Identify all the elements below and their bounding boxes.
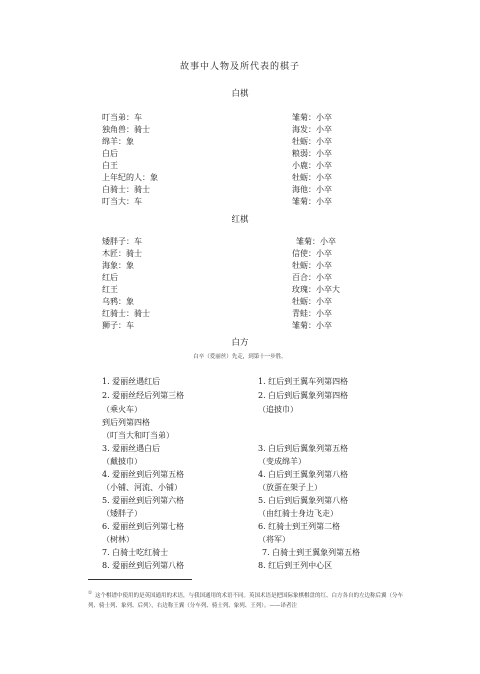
white-right-4: 小鹿：小卒: [292, 161, 332, 170]
red-left-4: 红王: [102, 285, 118, 294]
red-right-1: 信使：小卒: [292, 249, 332, 258]
move-left-5: 3. 爱丽丝遇白后: [102, 444, 161, 453]
white-left-2: 绵羊：象: [102, 137, 134, 146]
red-right-4: 玫瑰：小卒大: [292, 285, 340, 294]
move-left-2: （乘火车）: [102, 405, 142, 414]
move-right-2: （追披巾）: [258, 405, 298, 414]
red-left-6: 红骑士：骑士: [102, 309, 150, 318]
footnote-rule: [88, 579, 192, 580]
red-right-5: 牡蛎：小卒: [292, 297, 332, 306]
move-left-13: 7. 白骑士吃红骑士: [102, 548, 169, 557]
footnote-text: 这个棋谱中使用的是英国通用的术语，与我国通用的术语不同。英国术语是把国际象棋棋盘的红、白方各自的左边称后翼（分车列、骑士列、象列、后列），右边称王翼（分车列、骑士列、象列、王列）。——译者注: [88, 592, 404, 610]
move-right-5: 3. 白后到后翼象列第五格: [258, 444, 349, 453]
white-right-0: 雏菊：小卒: [292, 113, 332, 122]
move-left-1: 2. 爱丽丝经后列第三格: [102, 391, 185, 400]
move-left-12: （树林）: [102, 535, 134, 544]
move-right-14: 8. 红后到王列中心区: [258, 561, 333, 570]
move-right-7: 4. 白后到王翼象列第八格: [258, 470, 349, 479]
move-right-1: 2. 白后到后翼象列第四格: [258, 391, 349, 400]
white-left-5: 上年纪的人：象: [102, 173, 158, 182]
white-left-4: 白王: [102, 161, 118, 170]
white-right-1: 海发：小卒: [292, 125, 332, 134]
move-right-9: 5. 白后到后翼象列第八格: [258, 496, 349, 505]
white-right-6: 海他：小卒: [292, 185, 332, 194]
red-heading: 红棋: [231, 215, 249, 225]
move-left-9: 5. 爱丽丝到后列第六格: [102, 496, 185, 505]
move-left-0: 1. 爱丽丝遇红后: [102, 377, 161, 386]
move-right-12: （将军）: [258, 535, 290, 544]
red-right-3: 百合：小卒: [292, 273, 332, 282]
white-heading: 白棋: [231, 89, 249, 99]
footnote: [88, 589, 406, 612]
move-left-3: 到后列第四格: [102, 418, 150, 427]
white-right-5: 牡蛎：小卒: [292, 173, 332, 182]
move-left-7: 4. 爱丽丝到后列第五格: [102, 470, 185, 479]
white-right-7: 雏菊：小卒: [292, 197, 332, 206]
red-right-6: 青蛙：小卒: [292, 309, 332, 318]
red-right-0: 雏菊：小卒: [296, 237, 336, 246]
red-left-3: 红后: [102, 273, 118, 282]
white-left-0: 叮当弟：车: [102, 113, 142, 122]
red-left-5: 乌鸦：象: [102, 297, 134, 306]
move-right-8: （放蛋在架子上）: [258, 483, 322, 492]
moves-note: 白卒（爱丽丝）先走，到第十一步胜。: [193, 354, 287, 360]
moves-heading: 白方: [231, 338, 249, 348]
red-left-1: 木匠：骑士: [102, 249, 142, 258]
move-left-6: （戴披巾）: [102, 457, 142, 466]
move-left-4: （叮当大和叮当弟）: [102, 431, 174, 440]
move-right-13: 7. 白骑士到王翼象列第五格: [262, 548, 361, 557]
white-right-2: 牡蛎：小卒: [292, 137, 332, 146]
red-left-2: 海象：象: [102, 261, 134, 270]
white-left-1: 独角兽：骑士: [102, 125, 150, 134]
move-right-0: 1. 红后到王翼车列第四格: [258, 377, 349, 386]
move-left-8: （小铺、河流、小铺）: [102, 483, 182, 492]
move-right-10: （由红骑士身边飞走）: [258, 509, 338, 518]
page-title: 故事中人物及所代表的棋子: [179, 62, 300, 72]
red-right-2: 牡蛎：小卒: [292, 261, 332, 270]
white-left-3: 白后: [102, 149, 118, 158]
red-left-0: 矮胖子：车: [102, 237, 142, 246]
red-right-7: 雏菊：小卒: [292, 321, 332, 330]
move-right-11: 6. 红骑士到王列第二格: [258, 522, 341, 531]
white-left-6: 白骑士：骑士: [102, 185, 150, 194]
move-left-14: 8. 爱丽丝到后列第八格: [102, 561, 185, 570]
move-right-6: （变成绵羊）: [258, 457, 306, 466]
footnote-marker-icon: ①: [88, 591, 93, 596]
white-left-7: 叮当大：车: [102, 197, 142, 206]
move-left-11: 6. 爱丽丝到后列第七格: [102, 522, 185, 531]
white-right-3: 粮弱：小卒: [292, 149, 332, 158]
red-left-7: 狮子：车: [102, 321, 134, 330]
move-left-10: （矮胖子）: [102, 509, 142, 518]
